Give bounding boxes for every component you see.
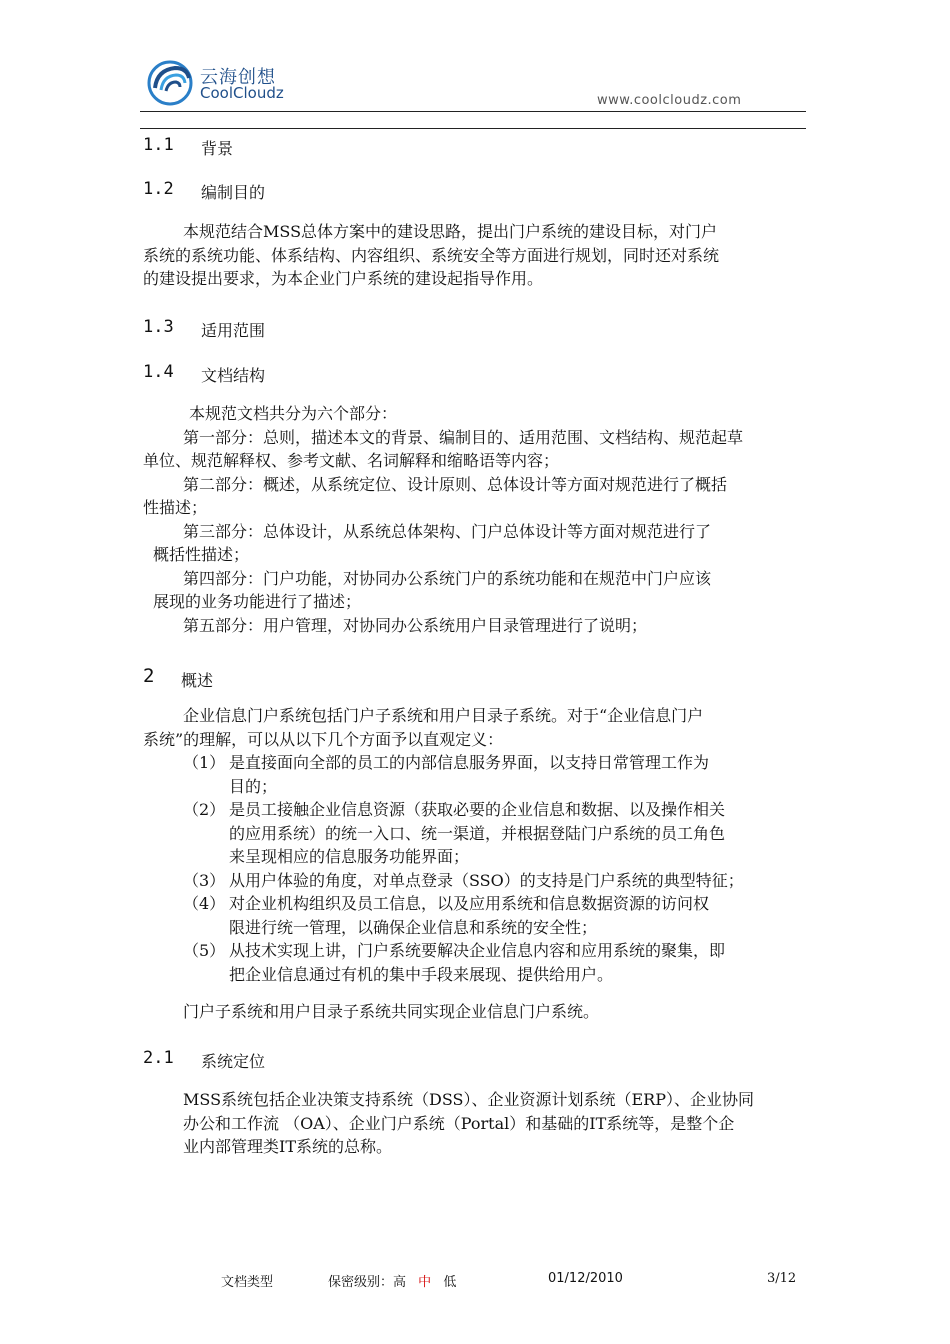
text-line: 性描述； bbox=[143, 498, 208, 517]
paragraph-document-structure bbox=[143, 402, 807, 637]
footer-doc-type: 文档类型 bbox=[221, 1275, 274, 1290]
list-item bbox=[183, 751, 807, 798]
footer-security-level bbox=[328, 1271, 456, 1290]
list-marker: （4） bbox=[183, 894, 226, 913]
list-marker: （2） bbox=[183, 800, 226, 819]
heading-2-1-title: 系统定位 bbox=[201, 1052, 266, 1071]
footer-date: 01/12/2010 bbox=[548, 1271, 623, 1286]
text-line: 系统的系统功能、体系结构、内容组织、系统安全等方面进行规划，同时还对系统 bbox=[143, 245, 720, 265]
paragraph-system-positioning bbox=[183, 1088, 807, 1159]
security-label: 保密级别： bbox=[328, 1275, 394, 1290]
heading-1-4-number: 1.4 bbox=[143, 362, 174, 382]
list-item bbox=[183, 869, 807, 893]
heading-2-number: 2 bbox=[143, 665, 155, 687]
paragraph-overview-outro: 门户子系统和用户目录子系统共同实现企业信息门户系统。 bbox=[183, 1002, 600, 1021]
logo bbox=[145, 58, 195, 106]
text-line: 第三部分：总体设计，从系统总体架构、门户总体设计等方面对规范进行了 bbox=[183, 521, 712, 541]
list-marker: （3） bbox=[183, 870, 226, 890]
text-line: 企业信息门户系统包括门户子系统和用户目录子系统。对于“企业信息门户 bbox=[183, 706, 704, 725]
text-line: 第五部分：用户管理，对协同办公系统用户目录管理进行了说明； bbox=[183, 615, 648, 635]
text-line: 本规范文档共分为六个部分： bbox=[189, 404, 398, 423]
logo-chinese-name: 云海创想 bbox=[200, 67, 276, 88]
text-line: 业内部管理类IT系统的总称。 bbox=[183, 1137, 392, 1156]
heading-1-4-title: 文档结构 bbox=[201, 366, 266, 385]
text-line: 对企业机构组织及员工信息，以及应用系统和信息数据资源的访问权 bbox=[229, 894, 710, 913]
text-line: 的建设提出要求，为本企业门户系统的建设起指导作用。 bbox=[143, 269, 544, 288]
overview-list bbox=[183, 751, 807, 986]
text-line: 是直接面向全部的员工的内部信息服务界面，以支持日常管理工作为 bbox=[229, 753, 710, 772]
heading-2-1-number: 2.1 bbox=[143, 1048, 174, 1068]
text-line: 目的； bbox=[229, 776, 278, 796]
heading-2-title: 概述 bbox=[181, 671, 214, 690]
paragraph-overview-intro bbox=[143, 704, 807, 751]
logo-english-name: CoolCloudz bbox=[200, 84, 284, 102]
text-line: 本规范结合MSS总体方案中的建设思路，提出门户系统的建设目标，对门户 bbox=[183, 222, 718, 241]
footer-page-number: 3/12 bbox=[767, 1271, 797, 1286]
text-line: 系统”的理解，可以从以下几个方面予以直观定义： bbox=[143, 729, 504, 749]
level-mid: 中 bbox=[418, 1275, 432, 1290]
text-line: 第一部分：总则，描述本文的背景、编制目的、适用范围、文档结构、规范起草 bbox=[183, 427, 744, 447]
header-rule-bottom bbox=[140, 128, 806, 129]
heading-1-1-number: 1.1 bbox=[143, 135, 174, 155]
text-line: 来呈现相应的信息服务功能界面； bbox=[229, 847, 470, 866]
text-line: 第四部分：门户功能，对协同办公系统门户的系统功能和在规范中门户应该 bbox=[183, 568, 712, 588]
text-line: 的应用系统）的统一入口、统一渠道，并根据登陆门户系统的员工角色 bbox=[229, 823, 726, 843]
text-line: 展现的业务功能进行了描述； bbox=[153, 592, 362, 611]
coolcloudz-swirl-icon bbox=[145, 58, 195, 106]
heading-1-3-number: 1.3 bbox=[143, 317, 174, 337]
heading-1-1-title: 背景 bbox=[201, 139, 234, 158]
paragraph-purpose bbox=[143, 220, 807, 291]
text-line: 把企业信息通过有机的集中手段来展现、提供给用户。 bbox=[229, 964, 614, 984]
text-line: 限进行统一管理，以确保企业信息和系统的安全性； bbox=[229, 917, 598, 937]
text-line: 第二部分：概述，从系统定位、设计原则、总体设计等方面对规范进行了概括 bbox=[183, 474, 728, 494]
text-line: MSS系统包括企业决策支持系统（DSS）、企业资源计划系统（ERP）、企业协同 bbox=[183, 1090, 754, 1109]
text-line: 是员工接触企业信息资源（获取必要的企业信息和数据、以及操作相关 bbox=[229, 800, 726, 819]
level-low: 低 bbox=[443, 1275, 457, 1290]
text-line: 办公和工作流 （OA）、企业门户系统（Portal）和基础的IT系统等，是整个企 bbox=[183, 1113, 735, 1133]
list-marker: （5） bbox=[183, 941, 226, 960]
text-line: 从技术实现上讲，门户系统要解决企业信息内容和应用系统的聚集，即 bbox=[229, 941, 726, 960]
list-marker: （1） bbox=[183, 753, 226, 772]
level-high: 高 bbox=[393, 1275, 407, 1290]
text-line: 单位、规范解释权、参考文献、名词解释和缩略语等内容； bbox=[143, 451, 560, 470]
header-url: www.coolcloudz.com bbox=[597, 93, 742, 108]
text-line: 概括性描述； bbox=[153, 545, 250, 564]
header-rule-top bbox=[140, 111, 806, 112]
heading-1-2-title: 编制目的 bbox=[201, 183, 266, 202]
list-item bbox=[183, 939, 807, 986]
list-item bbox=[183, 798, 807, 869]
heading-1-3-title: 适用范围 bbox=[201, 321, 266, 340]
heading-1-2-number: 1.2 bbox=[143, 179, 174, 199]
list-item bbox=[183, 892, 807, 939]
text-line: 从用户体验的角度，对单点登录（SSO）的支持是门户系统的典型特征； bbox=[229, 870, 744, 890]
